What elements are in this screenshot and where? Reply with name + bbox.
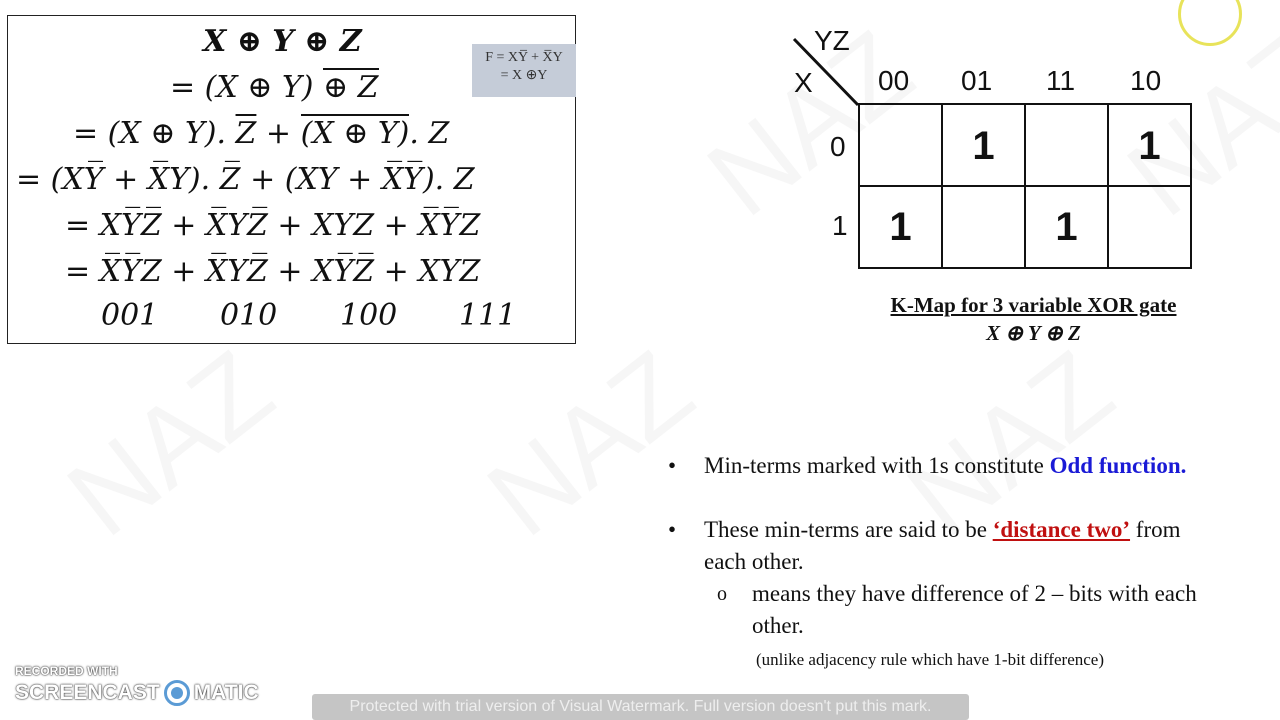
kmap-caption-expression: X ⊕ Y ⊕ Z: [986, 321, 1081, 345]
kmap-col-header: 10: [1130, 65, 1162, 96]
watermark: [44, 326, 296, 562]
formula-note-line-2: = X ⊕Y: [500, 68, 548, 83]
sub-bullet-line-1: means they have difference of 2 – bits with each: [752, 581, 1197, 606]
kmap-caption: [870, 291, 1197, 347]
kmap-col-header: 11: [1046, 65, 1076, 96]
kmap-cell: 1: [860, 187, 943, 267]
adjacency-note: (unlike adjacency rule which have 1-bit difference): [756, 650, 1105, 669]
equation-line-3: [73, 116, 449, 151]
record-icon: [164, 680, 190, 706]
kmap-cell: [1109, 187, 1190, 267]
equation-line-2-part-a: = (X ⊕ Y): [170, 70, 323, 105]
kmap-cell: [860, 105, 943, 187]
bullet-2: [704, 514, 1274, 546]
odd-function-highlight: Odd function.: [1049, 453, 1187, 478]
kmap-caption-title: K-Map for 3 variable XOR gate: [890, 293, 1177, 317]
kmap-column-variable: YZ: [814, 25, 850, 56]
minterm-code-1: 001: [101, 298, 159, 333]
equation-line-1: X ⊕ Y ⊕ Z: [203, 24, 362, 59]
minterm-code-3: 100: [340, 298, 398, 333]
kmap-row-header: 1: [832, 210, 848, 241]
equation-line-4: = (XY̅ + X̅Y). Z̅ + (XY + X̅Y̅). Z: [16, 162, 475, 197]
bullet-1: [704, 450, 1274, 482]
kmap-col-header: 00: [878, 65, 910, 96]
bullet-2-line-2: each other.: [704, 549, 804, 574]
kmap-row-variable: X: [794, 67, 813, 98]
recorder-left-text: SCREENCAST: [15, 681, 160, 704]
equation-line-5: = XY̅Z̅ + X̅YZ̅ + XYZ + X̅Y̅Z: [65, 208, 481, 243]
kmap-col-header: 01: [961, 65, 993, 96]
watermark: [464, 326, 716, 562]
minterm-code-4: 111: [459, 298, 517, 333]
sub-bullet-marker: o: [717, 583, 727, 605]
kmap-cell: [1026, 105, 1109, 187]
distance-two-highlight: ‘distance two’: [992, 517, 1131, 542]
kmap-cell: 1: [1109, 105, 1190, 187]
kmap-cell: 1: [1026, 187, 1109, 267]
kmap-grid: [858, 103, 1192, 269]
equation-line-3-part-a: = (X ⊕ Y).: [73, 116, 236, 151]
equation-line-3-overbar: (X ⊕ Y): [300, 116, 410, 151]
bullet-marker: •: [668, 517, 677, 542]
recorder-top-text: RECORDED WITH: [15, 664, 118, 678]
karnaugh-map: [790, 25, 1200, 275]
equation-line-3-zbar: $\overline{Z}$: [235, 116, 257, 151]
recorder-main: [15, 680, 259, 706]
bullet-marker: •: [668, 453, 677, 478]
equation-line-6: = X̅Y̅Z + X̅YZ̅ + XY̅Z̅ + XYZ: [65, 254, 481, 289]
formula-note-line-1: F = XY̅ + X̅Y: [485, 50, 563, 65]
equation-line-3-plus: +: [256, 116, 301, 151]
bullet-1-text: Min-terms marked with 1s constitute: [704, 453, 1050, 478]
bullet-2-rest: from: [1130, 517, 1181, 542]
equation-line-3-end: . Z: [409, 116, 450, 151]
kmap-cell: 1: [943, 105, 1026, 187]
minterm-code-2: 010: [220, 298, 278, 333]
equation-line-2-part-b: ⊕ Z: [323, 70, 379, 105]
formula-note: [472, 44, 576, 97]
trial-watermark-notice: Protected with trial version of Visual Watermark. Full version doesn't put this mark.: [312, 694, 969, 720]
kmap-row-header: 0: [830, 131, 846, 162]
kmap-cell: [943, 187, 1026, 267]
recorder-right-text: MATIC: [193, 681, 259, 704]
sub-bullet-line-2: other.: [752, 613, 804, 638]
equation-line-2: [170, 70, 379, 105]
bullet-2-text: These min-terms are said to be: [704, 517, 993, 542]
screencast-logo: [15, 664, 259, 706]
